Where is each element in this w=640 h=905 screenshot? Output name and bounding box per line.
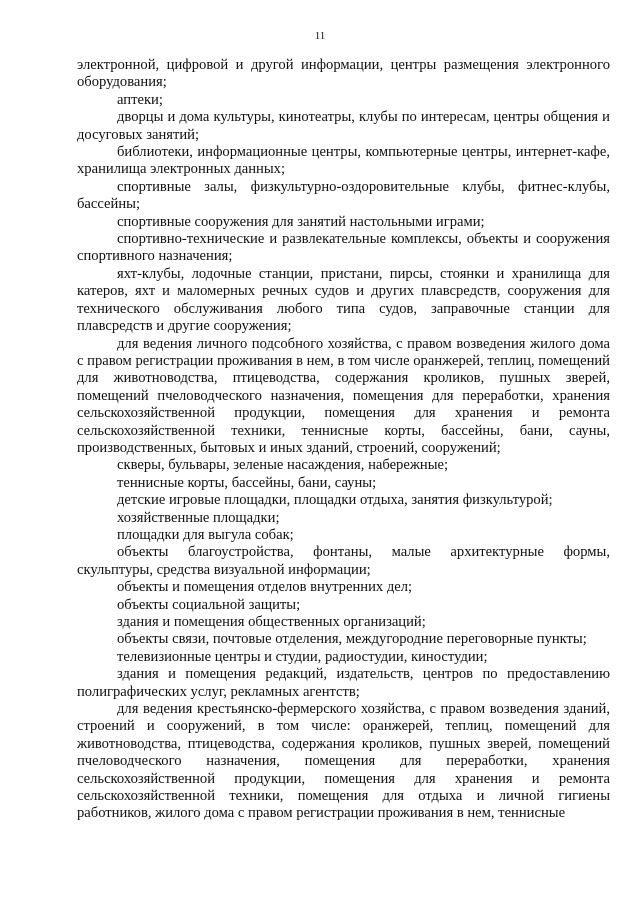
paragraph: объекты благоустройства, фонтаны, малые архитектурные формы, скульптуры, средства визуальной информации;: [77, 544, 610, 578]
paragraph: детские игровые площадки, площадки отдыха, занятия физкультурой;: [117, 492, 553, 509]
paragraph: для ведения крестьянско-фермерского хозяйства, с правом возведения зданий, строений и сооружений, в том числе: оранжерей, теплиц, помещений для животноводства, птицеводства, содержания кроликов, пушных зверей, помещений пчеловодческого назначения, помещения для переработки, хранения сельскохозяйственной продукции, помещения для хранения и ремонта сельскохозяйственной техники, помещения для отдыха и личной гигиены работников, жилого дома с правом регистрации проживания в нем, теннисные: [77, 701, 610, 822]
document-body: [77, 57, 610, 823]
paragraph: здания и помещения редакций, издательств, центров по предоставлению полиграфических услуг, рекламных агентств;: [77, 666, 610, 700]
paragraph: площадки для выгула собак;: [117, 526, 294, 543]
paragraph: аптеки;: [117, 91, 163, 108]
paragraph: хозяйственные площадки;: [117, 509, 280, 526]
paragraph: объекты связи, почтовые отделения, междугородние переговорные пункты;: [117, 631, 587, 648]
paragraph: объекты социальной защиты;: [117, 596, 301, 613]
paragraph: объекты и помещения отделов внутренних дел;: [117, 579, 413, 596]
paragraph: телевизионные центры и студии, радиостудии, киностудии;: [117, 648, 488, 665]
paragraph: яхт-клубы, лодочные станции, пристани, пирсы, стоянки и хранилища для катеров, яхт и маломерных речных судов и других плавсредств, сооружения для технического обслуживания любого типа судов, заправочные станции для плавсредств и другие сооружения;: [77, 265, 610, 335]
page-number: 11: [314, 30, 326, 42]
paragraph: библиотеки, информационные центры, компьютерные центры, интернет-кафе, хранилища электронных данных;: [77, 144, 610, 178]
paragraph: электронной, цифровой и другой информации, центры размещения электронного оборудования;: [77, 57, 610, 91]
paragraph: скверы, бульвары, зеленые насаждения, набережные;: [117, 457, 449, 474]
paragraph: дворцы и дома культуры, кинотеатры, клубы по интересам, центры общения и досуговых занятий;: [77, 109, 610, 143]
paragraph: здания и помещения общественных организаций;: [117, 614, 426, 630]
paragraph: спортивные залы, физкультурно-оздоровительные клубы, фитнес-клубы, бассейны;: [77, 178, 610, 213]
paragraph: теннисные корты, бассейны, бани, сауны;: [117, 474, 377, 491]
paragraph: для ведения личного подсобного хозяйства, с правом возведения жилого дома с правом регистрации проживания в нем, в том числе оранжерей, теплиц, помещений для животноводства, птицеводства, содержания кроликов, пушных зверей, помещений пчеловодческого назначения, помещения для переработки, хранения сельскохозяйственной продукции, помещения для хранения и ремонта сельскохозяйственной техники, теннисные корты, бассейны, бани, сауны, производственных, бытовых и иных зданий, строений, сооружений;: [77, 335, 610, 456]
paragraph: спортивно-технические и развлекательные комплексы, объекты и сооружения спортивного назначения;: [77, 231, 610, 265]
paragraph: спортивные сооружения для занятий настольными играми;: [117, 213, 485, 230]
